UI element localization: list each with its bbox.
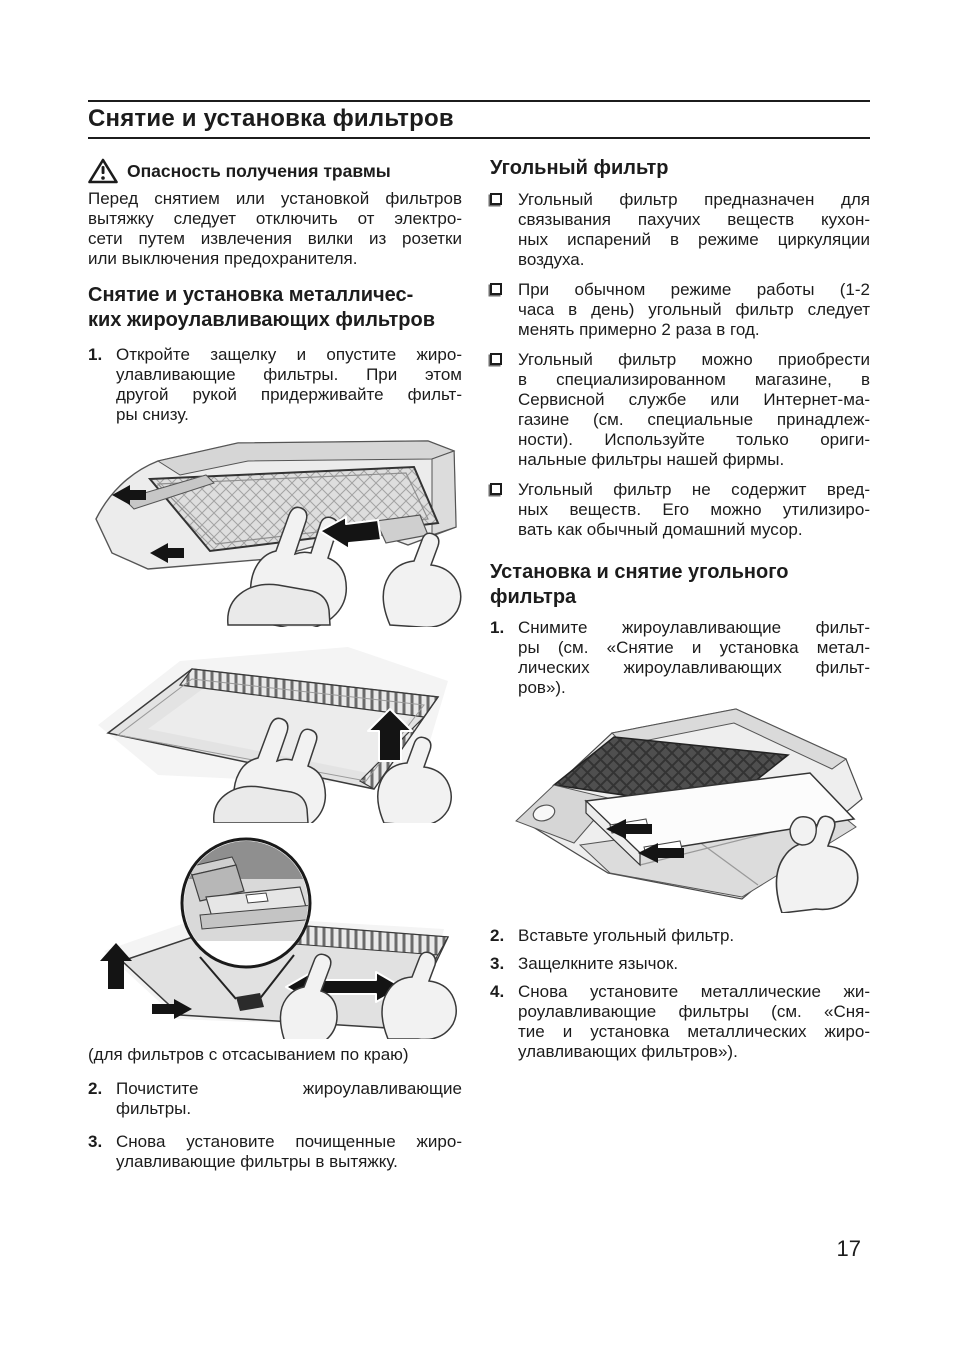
step-text: Снимите жироулавливающие фильт- ры (см. «Снятие и установка метал- лических жироулавливающих фильт- ров»). <box>518 618 870 697</box>
figure-filter-latch-detail <box>88 831 462 1039</box>
bullet-item <box>490 190 870 270</box>
left-column <box>88 158 462 1172</box>
step-item <box>490 982 870 1062</box>
section-heading-metal-filters: Снятие и установка металличес- ких жироулавливающих фильтров <box>88 284 435 331</box>
figure-grease-filter-removal <box>88 435 462 627</box>
square-bullet-icon <box>490 483 502 495</box>
step-number: 3. <box>490 954 505 973</box>
step-text: Почистите жироулавливающие фильтры. <box>116 1079 462 1118</box>
step-item <box>88 1132 462 1172</box>
step-number: 2. <box>88 1079 103 1098</box>
page-number: 17 <box>836 1236 861 1261</box>
step-text: Снова установите почищенные жиро- улавливающие фильтры в вытяжку. <box>116 1132 462 1171</box>
header-rule-bottom <box>88 137 870 139</box>
step-text: Снова установите металлические жи- роулавливающие фильтры (см. «Сня- тие и установка металлических жиро- улавливающих фильтров»). <box>518 982 870 1061</box>
square-bullet-icon <box>490 283 502 295</box>
bullet-text: Угольный фильтр предназначен для связывания пахучих веществ кухон- ных испарений в режиме циркуляции воздуха. <box>518 190 870 269</box>
warning-body: Перед снятием или установкой фильтров вытяжку следует отключить от электро- сети путем извлечения вилки из розетки или выключения предохранителя. <box>88 189 462 268</box>
step-text: Откройте защелку и опустите жиро- улавливающие фильтры. При этом другой рукой придерживайте фильт- ры снизу. <box>116 345 462 424</box>
figure-caption: (для фильтров с отсасыванием по краю) <box>88 1045 409 1064</box>
warning-title: Опасность получения травмы <box>127 160 391 181</box>
bullet-text: При обычном режиме работы (1-2 часа в день) угольный фильтр следует менять примерно 2 раза в год. <box>518 280 870 339</box>
step-number: 1. <box>88 345 103 364</box>
step-number: 1. <box>490 618 505 637</box>
bullet-item <box>490 280 870 340</box>
step-text: Защелкните язычок. <box>518 954 679 973</box>
right-column <box>490 156 870 1062</box>
step-item <box>490 618 870 698</box>
step-number: 2. <box>490 926 505 945</box>
header-rule-top <box>88 100 870 102</box>
section-heading-install-charcoal: Установка и снятие угольного фильтра <box>490 561 789 608</box>
figure-charcoal-filter-insert <box>490 701 870 913</box>
square-bullet-icon <box>490 193 502 205</box>
step-item <box>88 345 462 425</box>
warning-triangle-icon <box>88 158 118 184</box>
step-item <box>490 926 870 946</box>
square-bullet-icon <box>490 353 502 365</box>
step-number: 3. <box>88 1132 103 1151</box>
figure-edge-extraction-filter <box>88 633 462 823</box>
bullet-text: Угольный фильтр не содержит вред- ных веществ. Его можно утилизиро- вать как обычный домашний мусор. <box>518 480 870 539</box>
bullet-item <box>490 350 870 470</box>
bullet-text: Угольный фильтр можно приобрести в специализированном магазине, в Сервисной службе или Интернет-ма- газине (см. специальные принадлеж- ности). Используйте только ориги- нальные фильтры нашей фирмы. <box>518 350 870 469</box>
section-heading-charcoal-filter: Угольный фильтр <box>490 157 669 179</box>
step-item <box>490 954 870 974</box>
page-title: Снятие и установка фильтров <box>88 105 454 132</box>
bullet-item <box>490 480 870 540</box>
step-item <box>88 1079 462 1119</box>
step-number: 4. <box>490 982 505 1001</box>
step-text: Вставьте угольный фильтр. <box>518 926 735 945</box>
warning-header <box>88 158 462 184</box>
